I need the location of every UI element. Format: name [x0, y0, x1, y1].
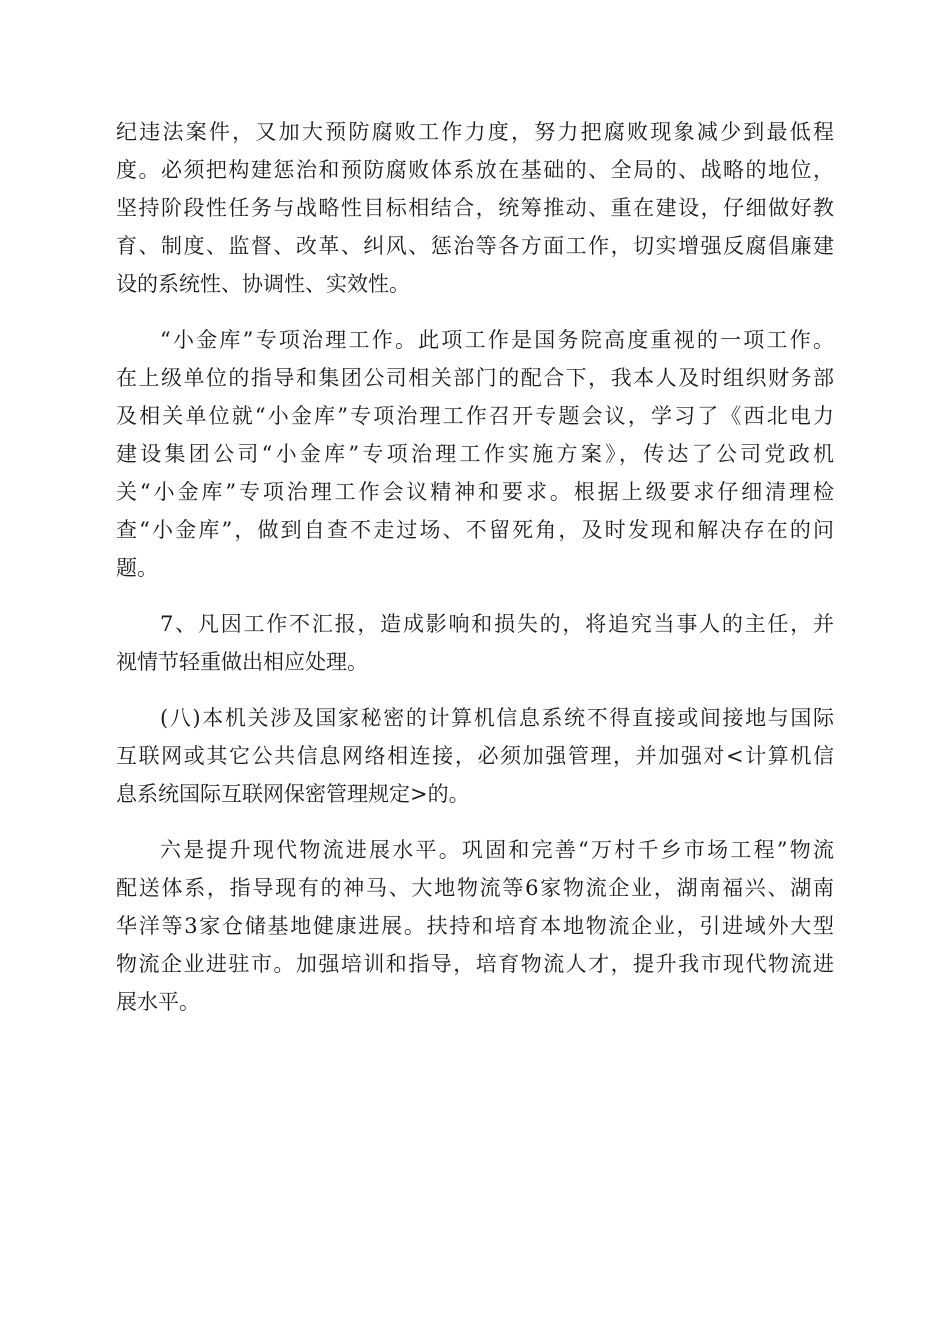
paragraph-spacer — [116, 813, 834, 831]
text-line: 育、制度、监督、改革、纠风、惩治等各方面工作，切实增强反腐倡廉建 — [116, 234, 834, 258]
paragraph-item-7 — [116, 605, 834, 681]
paragraph-spacer — [116, 587, 834, 605]
text-line: 展水平。 — [116, 990, 200, 1014]
paragraph-small-treasury — [116, 321, 834, 587]
text-line: 及相关单位就“小金库”专项治理工作召开专题会议，学习了《西北电力 — [116, 404, 834, 428]
text-line: 查“小金库”，做到自查不走过场、不留死角，及时发现和解决存在的问 — [116, 518, 834, 542]
text-line: 物流企业进驻市。加强培训和指导，培育物流人才，提升我市现代物流进 — [116, 952, 834, 976]
text-line: 度。必须把构建惩治和预防腐败体系放在基础的、全局的、战略的地位， — [116, 158, 834, 182]
paragraph-anti-corruption — [116, 113, 834, 303]
text-line: 7、凡因工作不汇报，造成影响和损失的，将追究当事人的主任，并 — [160, 612, 834, 636]
paragraph-logistics — [116, 831, 834, 1021]
paragraph-spacer — [116, 681, 834, 699]
text-line: 纪违法案件，又加大预防腐败工作力度，努力把腐败现象减少到最低程 — [116, 120, 834, 144]
text-line: 息系统国际互联网保密管理规定>的。 — [116, 782, 470, 806]
text-line: 配送体系，指导现有的神马、大地物流等6家物流企业，湖南福兴、湖南 — [116, 876, 834, 900]
text-line: 华洋等3家仓储基地健康进展。扶持和培育本地物流企业，引进域外大型 — [116, 914, 834, 938]
text-line: 关“小金库”专项治理工作会议精神和要求。根据上级要求仔细清理检 — [116, 480, 834, 504]
text-line: 互联网或其它公共信息网络相连接，必须加强管理，并加强对<计算机信 — [116, 744, 834, 768]
paragraph-spacer — [116, 303, 834, 321]
text-line: 视情节轻重做出相应处理。 — [116, 650, 368, 674]
text-line: 题。 — [116, 556, 158, 580]
text-line: (八)本机关涉及国家秘密的计算机信息系统不得直接或间接地与国际 — [160, 706, 834, 730]
text-line: 在上级单位的指导和集团公司相关部门的配合下，我本人及时组织财务部 — [116, 366, 834, 390]
text-line: 建设集团公司“小金库”专项治理工作实施方案》，传达了公司党政机 — [116, 442, 834, 466]
text-line: “小金库”专项治理工作。此项工作是国务院高度重视的一项工作。 — [160, 328, 834, 352]
text-line: 坚持阶段性任务与战略性目标相结合，统筹推动、重在建设，仔细做好教 — [116, 196, 834, 220]
document-body — [116, 113, 834, 1021]
text-line: 六是提升现代物流进展水平。巩固和完善“万村千乡市场工程”物流 — [160, 838, 834, 862]
paragraph-item-8 — [116, 699, 834, 813]
text-line: 设的系统性、协调性、实效性。 — [116, 272, 410, 296]
